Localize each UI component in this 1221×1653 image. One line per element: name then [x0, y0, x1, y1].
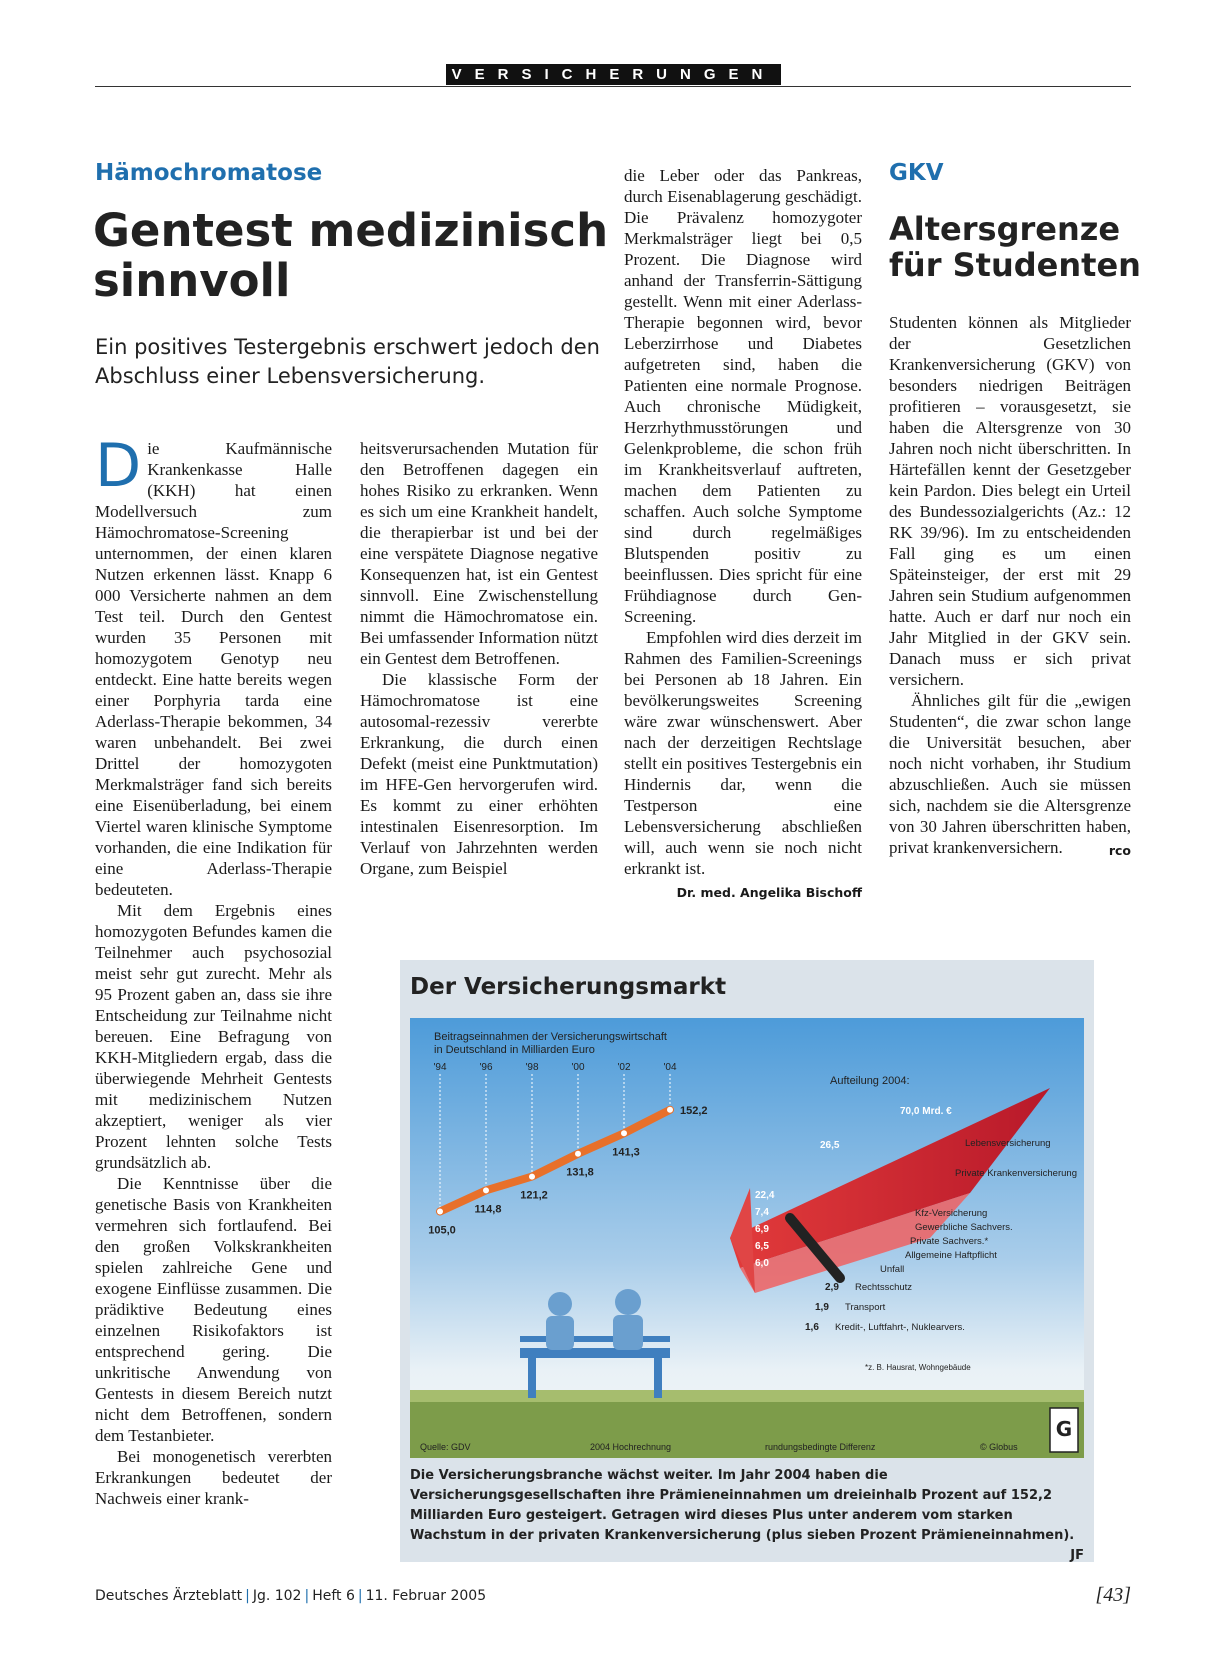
breakdown-label: Kfz-Versicherung [915, 1208, 988, 1219]
data-point [437, 1208, 443, 1214]
x-tick-label: '98 [525, 1062, 539, 1073]
chart-subtitle-line1: Beitragseinnahmen der Versicherungswirtschaft [434, 1031, 667, 1043]
data-label: 121,2 [520, 1189, 548, 1202]
article1-column3 [624, 165, 862, 903]
data-point [621, 1130, 627, 1136]
breakdown-label: Transport [845, 1302, 886, 1313]
body-paragraph: Die klassische Form der Hämochromatose ist eine autosomal-rezessiv vererbte Erkrankung, die durch einen Defekt (meist eine Punktmutation) im HFE-Gen hervorgerufen wird. Es kommt zu einer erhöhten intestinalen Eisenresorption. Im Verlauf von Jahrzehnten werden Organe, zum Beispiel [360, 670, 598, 878]
breakdown-label: Private Krankenversicherung [955, 1168, 1077, 1179]
article1-lead-line1: Ein positives Testergebnis erschwert jedoch den [95, 335, 600, 359]
article1-title [93, 206, 608, 307]
caption-initials: JF [1070, 1548, 1084, 1563]
chart-source: Quelle: GDV [420, 1442, 471, 1452]
article1-author: Dr. med. Angelika Bischoff [676, 885, 862, 900]
article1-column2 [360, 438, 598, 879]
body-paragraph [889, 690, 1131, 858]
article2-author: rco [1108, 843, 1131, 858]
body-paragraph: heitsverursachenden Mutation für den Betroffenen dagegen ein hohes Risiko zu erkranken. Wenn es sich um eine Krankheit handelt, die therapierbar ist und bei der eine verspätete Diagnose negative Konsequenzen hat, ist ein Gentest sinnvoll. Eine Zwischenstellung nimmt die Hämochromatose ein. Bei umfassender Information nützt ein Gentest dem Betroffenen. [360, 439, 598, 668]
paragraph-text: Ähnliches gilt für die „ewigen Studenten“, die zwar schon lange die Universität besuchen, aber noch nicht vorhaben, ihr Studium abzuschließen. Auch sie müssen sich, nachdem sie die Altersgrenze von 30 Jahren überschritten haben, privat krankenversichern. [889, 691, 1131, 857]
data-point [575, 1151, 581, 1157]
article2-kicker: GKV [889, 160, 944, 186]
body-paragraph [624, 627, 862, 900]
globus-logo [1050, 1408, 1078, 1452]
body-paragraph [95, 431, 332, 900]
article2-title-line2: für Studenten [889, 245, 1141, 284]
article1-title-line2: sinnvoll [93, 254, 291, 308]
data-label: 152,2 [680, 1104, 708, 1117]
article1-lead [95, 333, 615, 392]
data-point [667, 1107, 673, 1113]
breakdown-value: 7,4 [755, 1207, 769, 1218]
section-rule [95, 86, 1131, 87]
breakdown-value: 26,5 [820, 1140, 840, 1151]
caption-text: Die Versicherungsbranche wächst weiter. Im Jahr 2004 haben die Versicherungsgesellschaften ihre Prämieneinnahmen um dreieinhalb Prozent auf 152,2 Milliarden Euro gesteigert. Getragen wird dieses Plus unter anderem vom starken Wachstum in der privaten Krankenversicherung (plus sieben Prozent Prämieneinnahmen). [410, 1468, 1075, 1543]
dropcap: D [95, 431, 142, 501]
body-paragraph: Studenten können als Mitglieder der Gesetzlichen Krankenversicherung (GKV) von besonders niedrigen Beiträgen profitieren – vorausgesetzt, sie haben die Altersgrenze von 30 Jahren noch nicht überschritten. In Härtefällen kennt der Gesetzgeber kein Pardon. Dies belegt ein Urteil des Bundessozialgerichts (Az.: 12 RK 39/96). Im zu entscheidenden Fall ging es um einen Späteinsteiger, der erst mit 29 Jahren sein Studium aufgenommen hatte. Auch er darf nur noch ein Jahr Mitglied in der GKV sein. Danach muss er sich privat versichern. [889, 313, 1131, 689]
journal-date: 11. Februar 2005 [365, 1588, 487, 1604]
chart-note-rounding: rundungsbedingte Differenz [765, 1442, 876, 1452]
chart-note-2004: 2004 Hochrechnung [590, 1442, 672, 1452]
page-footer [95, 1584, 1131, 1606]
x-tick-label: '02 [617, 1062, 631, 1073]
article1-title-line1: Gentest medizinisch [93, 204, 609, 257]
breakdown-value: 22,4 [755, 1190, 775, 1201]
body-paragraph: Mit dem Ergebnis eines homozygoten Befundes kamen die Teilnehmer auch psychosozial meist sehr gut zurecht. Mehr als 95 Prozent gaben an, dass sie ihre Entscheidung zur Teilnahme nicht bereuen. Eine Befragung von KKH-Mitgliedern ergab, dass die überwiegende Mehrheit Gentests mit medizinischem Nutzen akzeptiert, weniger als vier Prozent lehnten solche Tests grundsätzlich ab. [95, 901, 332, 1172]
data-point [529, 1174, 535, 1180]
paragraph-text: ie Kaufmännische Krankenkasse Halle (KKH) hat einen Modellversuch zum Hämochromatose-Screening unternommen, der einen klaren Nutzen erkennen lässt. Knapp 6 000 Versicherte nahmen an dem Test teil. Durch den Gentest wurden 35 Personen mit homozygotem Genotyp neu entdeckt. Eine hatte bereits wegen einer Porphyria tarda eine Aderlass-Therapie bekommen, 34 waren unbehandelt. Bei zwei Drittel der homozygoten Merkmalsträger fand sich bereits eine Eisenüberladung, bei einem Viertel waren klinische Symptome vorhanden, die eine Indikation für eine Aderlass-Therapie bedeuteten. [95, 439, 332, 899]
x-tick-label: '04 [663, 1062, 677, 1073]
article2-title [889, 212, 1141, 284]
journal-name: Deutsches Ärzteblatt [95, 1588, 243, 1604]
svg-text:G: G [1055, 1417, 1073, 1441]
breakdown-label: Kredit-, Luftfahrt-, Nuklearvers. [835, 1322, 965, 1333]
figure-caption [410, 1466, 1084, 1566]
breakdown-value: 70,0 Mrd. € [900, 1106, 952, 1117]
breakdown-label: Unfall [880, 1264, 905, 1275]
body-paragraph: Bei monogenetisch vererbten Erkrankungen bedeutet der Nachweis einer krank- [95, 1447, 332, 1508]
paragraph-text: Empfohlen wird dies derzeit im Rahmen des Familien-Screenings bei Personen ab 18 Jahren. Ein bevölkerungsweites Screening wäre zwar wünschenswert. Aber nach der derzeitigen Rechtslage stellt ein positives Testergebnis ein Hindernis dar, wenn die Testperson eine Lebensversicherung abschließen will, auch wenn sie noch nicht erkrankt ist. [624, 628, 862, 878]
chart-credit: © Globus [980, 1442, 1018, 1452]
article2-column [889, 312, 1131, 861]
article1-kicker: Hämochromatose [95, 160, 323, 186]
data-label: 141,3 [612, 1146, 640, 1159]
footer-separator: | [304, 1588, 310, 1604]
x-tick-label: '94 [433, 1062, 447, 1073]
data-label: 105,0 [428, 1224, 456, 1237]
section-label: VERSICHERUNGEN [446, 64, 781, 85]
breakdown-value: 6,9 [755, 1224, 769, 1235]
figure-title: Der Versicherungsmarkt [410, 974, 727, 1000]
data-label: 131,8 [566, 1166, 594, 1179]
chart-subtitle-line2: in Deutschland in Milliarden Euro [434, 1044, 595, 1056]
data-point [483, 1187, 489, 1193]
article1-column1 [95, 431, 332, 1509]
grass-edge [410, 1390, 1084, 1402]
breakdown-value: 6,0 [755, 1258, 769, 1269]
chart-figure [400, 960, 1094, 1562]
page-number: [43] [1095, 1584, 1131, 1606]
x-tick-label: '00 [571, 1062, 585, 1073]
breakdown-label: Allgemeine Haftpflicht [905, 1250, 997, 1261]
article1-lead-line2: Abschluss einer Lebensversicherung. [95, 364, 486, 389]
breakdown-value: 1,9 [815, 1302, 829, 1313]
breakdown-label: Private Sachvers.* [910, 1236, 989, 1247]
breakdown-label: Gewerbliche Sachvers. [915, 1222, 1013, 1233]
chart-footnote: *z. B. Hausrat, Wohngebäude [865, 1363, 971, 1372]
x-tick-label: '96 [479, 1062, 493, 1073]
split-title: Aufteilung 2004: [830, 1075, 910, 1087]
breakdown-value: 1,6 [805, 1322, 819, 1333]
footer-separator: | [357, 1588, 363, 1604]
breakdown-label: Rechtsschutz [855, 1282, 913, 1293]
body-paragraph: die Leber oder das Pankreas, durch Eisenablagerung geschädigt. Die Prävalenz homozygoter Merkmalsträger liegt bei 0,5 Prozent. Die Diagnose wird anhand der Transferrin-Sättigung gestellt. Wenn mit einer Aderlass-Therapie begonnen wird, bevor Leberzirrhose und Diabetes aufgetreten sind, haben die Patienten eine normale Prognose. Auch chronische Müdigkeit, Herzrhythmusstörungen und Gelenkprobleme, die schon früh im Krankheitsverlauf auftreten, machen dem Patienten zu schaffen. Auch solche Symptome sind durch regelmäßiges Blutspenden positiv zu beeinflussen. Dies spricht für eine Frühdiagnose durch Gen-Screening. [624, 166, 862, 626]
body-paragraph: Die Kenntnisse über die genetische Basis von Krankheiten vermehren sich fortlaufend. Bei den großen Volkskrankheiten spielen zahlreiche Gene und exogene Einflüsse zusammen. Die prädiktive Bedeutung eines einzelnen Risikofaktors ist entsprechend gering. Die unkritische Anwendung von Gentests in diesem Bereich nutzt nicht dem Betroffenen, sondern dem Testanbieter. [95, 1174, 332, 1445]
breakdown-value: 2,9 [825, 1282, 839, 1293]
journal-volume: Jg. 102 [252, 1588, 302, 1604]
journal-issue: Heft 6 [312, 1588, 355, 1604]
breakdown-label: Lebensversicherung [965, 1138, 1051, 1149]
footer-separator: | [245, 1588, 250, 1604]
breakdown-value: 6,5 [755, 1241, 769, 1252]
article2-title-line1: Altersgrenze [889, 210, 1121, 248]
chart-svg [410, 1018, 1084, 1458]
data-label: 114,8 [474, 1203, 502, 1216]
